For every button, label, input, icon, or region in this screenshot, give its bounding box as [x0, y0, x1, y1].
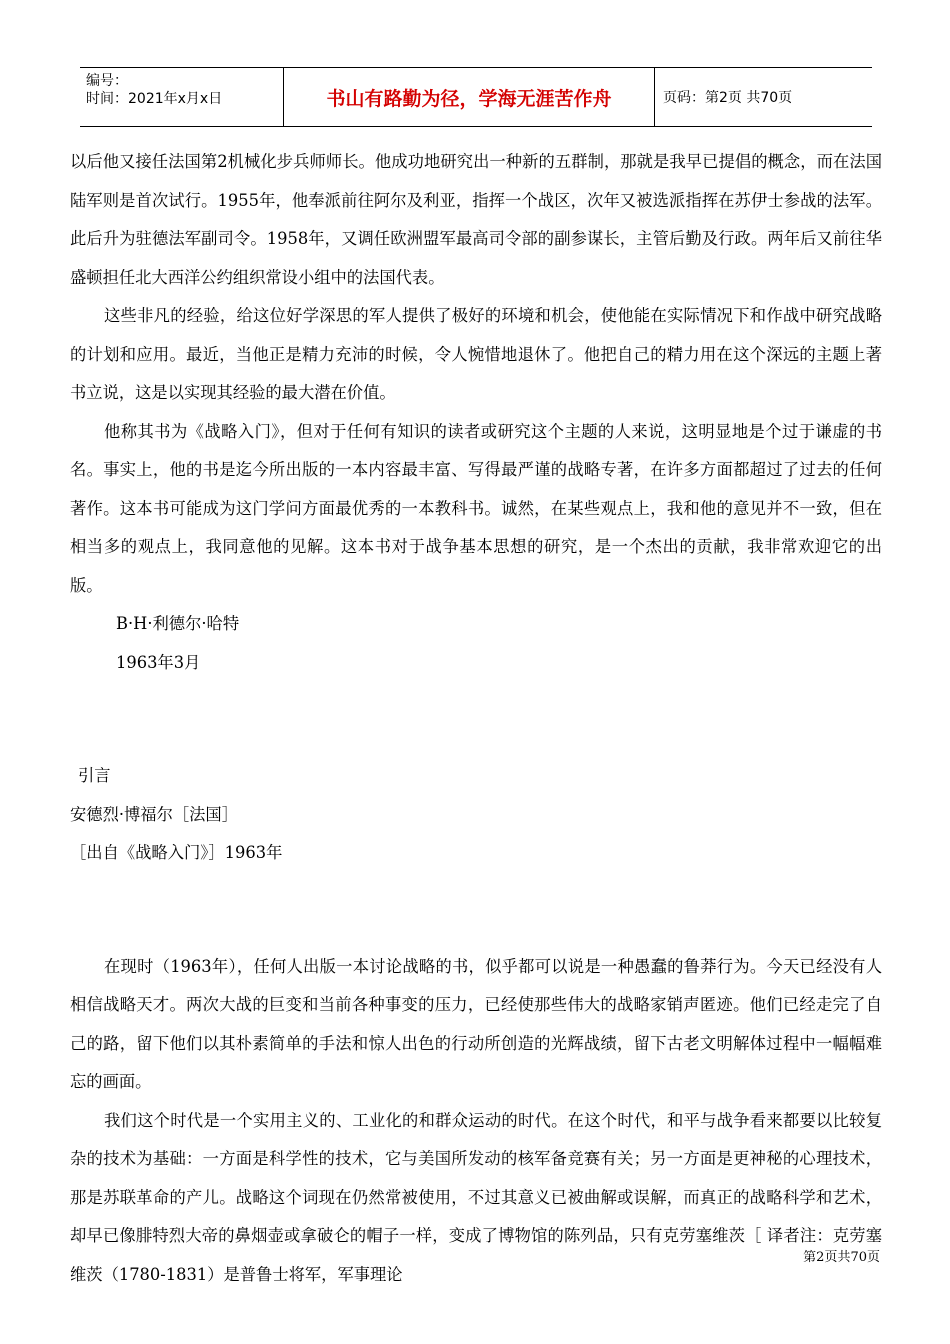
paragraph-3: 他称其书为《战略入门》，但对于任何有知识的读者或研究这个主题的人来说，这明显地是个过于谦虚的书名。事实上，他的书是迄今所出版的一本内容最丰富、写得最严谨的战略专著，在许多方面都超过了过去的任何著作。这本书可能成为这门学问方面最优秀的一本教科书。诚然，在某些观点上，我和他的意见并不一致，但在相当多的观点上，我同意他的见解。这本书对于战争基本思想的研究，是一个杰出的贡献，我非常欢迎它的出版。 [70, 421, 882, 595]
page-header [80, 67, 872, 127]
code-label: 编号： [86, 73, 128, 89]
intro-heading: 引言 [78, 766, 111, 785]
motto: 书山有路勤为径，学海无涯苦作舟 [326, 87, 612, 110]
paragraph-1: 以后他又接任法国第2机械化步兵师师长。他成功地研究出一种新的五群制，那就是我早已提倡的概念，而在法国陆军则是首次试行。1955年，他奉派前往阿尔及利亚，指挥一个战区，次年又被选派指挥在苏伊士参战的法军。此后升为驻德法军副司令。1958年，又调任欧洲盟军最高司令部的副参谋长，主管后勤及行政。两年后又前往华盛顿担任北大西洋公约组织常设小组中的法国代表。 [70, 152, 882, 287]
intro-source: ［出自《战略入门》］1963年 [70, 843, 283, 862]
date-label: 时间：2021年x月x日 [86, 91, 223, 107]
paragraph-2: 这些非凡的经验，给这位好学深思的军人提供了极好的环境和机会，使他能在实际情况下和作战中研究战略的计划和应用。最近，当他正是精力充沛的时候，令人惋惜地退休了。他把自己的精力用在这个深远的主题上著书立说，这是以实现其经验的最大潜在价值。 [70, 306, 882, 402]
paragraph-4: 在现时（1963年），任何人出版一本讨论战略的书，似乎都可以说是一种愚蠢的鲁莽行为。今天已经没有人相信战略天才。两次大战的巨变和当前各种事变的压力，已经使那些伟大的战略家销声匿迹。他们已经走完了自己的路，留下他们以其朴素简单的手法和惊人出色的行动所创造的光辉战绩，留下古老文明解体过程中一幅幅难忘的画面。 [70, 956, 882, 1091]
page-footer: 第2页共70页 [803, 1250, 880, 1265]
header-motto-cell [283, 68, 655, 126]
spacer [70, 873, 882, 948]
signature: B·H·利德尔·哈特 [116, 614, 240, 633]
paragraph-5: 我们这个时代是一个实用主义的、工业化的和群众运动的时代。在这个时代，和平与战争看来都要以比较复杂的技术为基础：一方面是科学性的技术，它与美国所发动的核军备竞赛有关；另一方面是更神秘的心理技术，那是苏联革命的产儿。战略这个词现在仍然常被使用，不过其意义已被曲解或误解，而真正的战略科学和艺术，却早已像腓特烈大帝的鼻烟壶或拿破仑的帽子一样，变成了博物馆的陈列品，只有克劳塞维茨［ 译者注：克劳塞维茨（1780-1831）是普鲁士将军，军事理论 [70, 1110, 882, 1284]
header-left-cell [80, 68, 283, 126]
signature-date: 1963年3月 [116, 652, 201, 672]
document-body [70, 143, 882, 1294]
spacer [70, 682, 882, 757]
intro-author: 安德烈·博福尔［法国］ [70, 804, 238, 824]
header-page-info: 页码：第2页 共70页 [663, 90, 793, 106]
